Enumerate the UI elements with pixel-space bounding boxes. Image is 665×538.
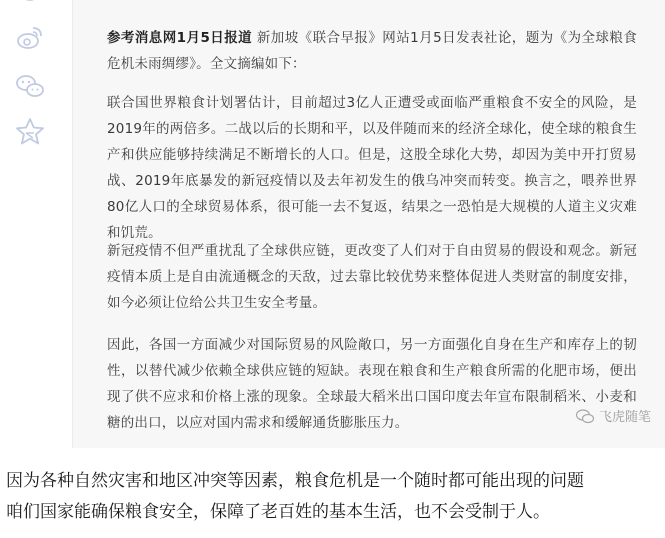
wechat-icon[interactable] [14,70,46,102]
weibo-icon[interactable] [14,22,46,54]
share-rail [0,0,60,150]
post-body [6,466,661,528]
article-paragraph-intro [107,25,637,77]
article-intro-text: 新加坡《联合早报》网站1月5日发表社论，题为《为全球粮食危机未雨绸缪》。全文摘编如下： [107,30,637,72]
post-body-line-2: 咱们国家能确保粮食安全，保障了老百姓的基本生活，也不会受制于人。 [6,502,550,522]
favorite-icon[interactable] [14,116,46,148]
article-paragraph-3: 新冠疫情不但严重扰乱了全球供应链，更改变了人们对于自由贸易的假设和观念。新冠疫情本质上是自由流通概念的天敌，过去靠比较优势来整体促进人类财富的制度安排，如今必须让位给公共卫生安全考量。 [107,243,637,311]
share-icon-partial[interactable] [14,0,46,16]
watermark [575,406,651,425]
article-dateline: 参考消息网1月5日报道 [107,30,253,46]
article-paragraph-2: 联合国世界粮食计划署估计，目前超过3亿人正遭受或面临严重粮食不安全的风险，是2019年的两倍多。二战以后的长期和平，以及伴随而来的经济全球化，使全球的粮食生产和供应能够持续满足不断增长的人口。但是，这股全球化大势，却因为美中开打贸易战、2019年底暴发的新冠疫情以及去年初发生的俄乌冲突而转变。换言之，喂养世界80亿人口的全球贸易体系，很可能一去不复返，结果之一恐怕是大规模的人道主义灾难和饥荒。 [107,95,637,241]
wechat-watermark-icon [575,408,595,424]
article-excerpt-image [72,0,665,448]
post-body-line-1: 因为各种自然灾害和地区冲突等因素，粮食危机是一个随时都可能出现的问题 [6,471,584,491]
watermark-text: 飞虎随笔 [598,410,651,425]
article-paragraph-4: 因此，各国一方面减少对国际贸易的风险敞口，另一方面强化自身在生产和库存上的韧性，以替代减少依赖全球供应链的短缺。表现在粮食和生产粮食所需的化肥市场，便出现了供不应求和价格上涨的现象。全球最大稻米出口国印度去年宣布限制稻米、小麦和糖的出口，以应对国内需求和缓解通货膨胀压力。 [107,337,637,431]
